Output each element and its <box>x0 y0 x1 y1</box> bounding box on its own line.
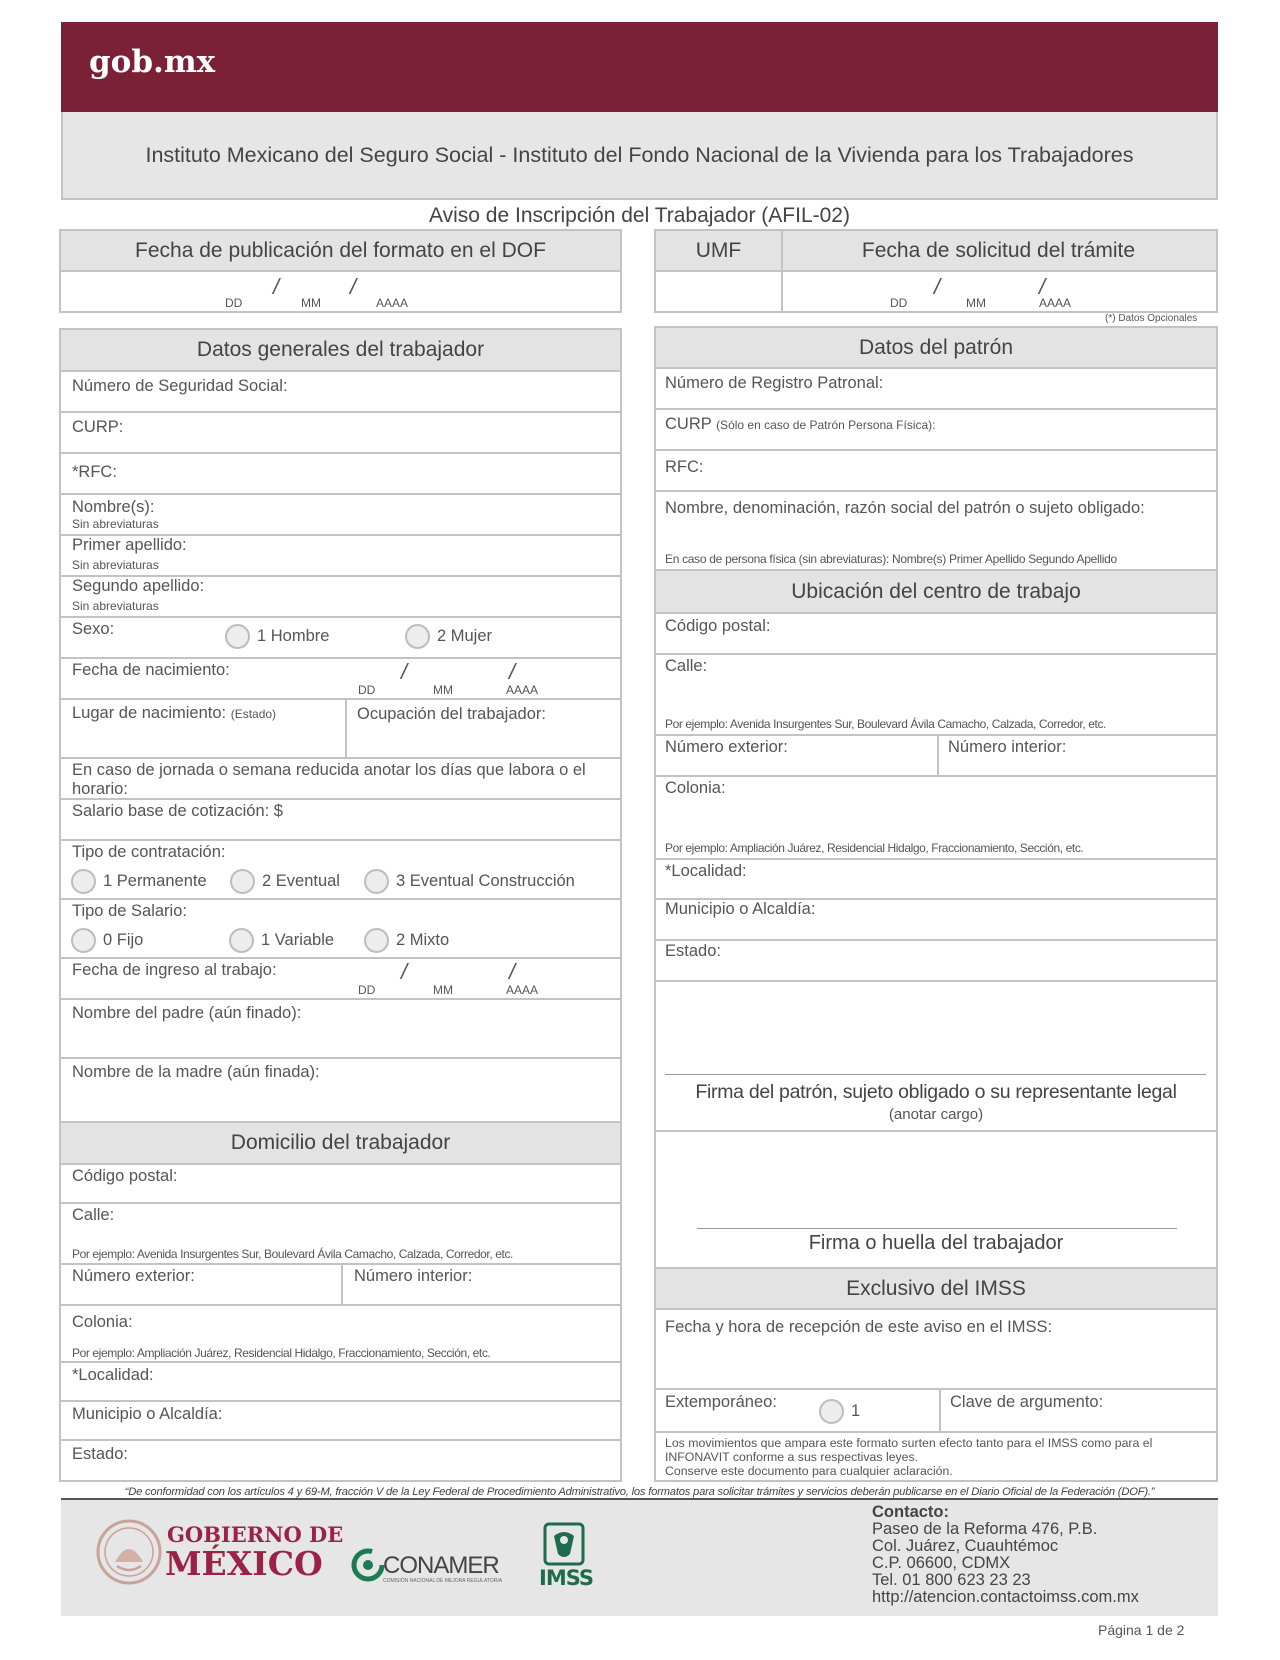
patron-section <box>654 326 1218 571</box>
curp-field[interactable]: CURP: <box>61 413 620 454</box>
dom-localidad-field[interactable]: *Localidad: <box>61 1363 620 1402</box>
trabajador-signature-label: Firma o huella del trabajador <box>808 1232 1064 1254</box>
ubi-cp-field[interactable]: Código postal: <box>656 614 1216 655</box>
imss-header: Exclusivo del IMSS <box>656 1269 1216 1310</box>
nss-field[interactable]: Número de Seguridad Social: <box>61 372 620 413</box>
conamer-subtitle: COMISIÓN NACIONAL DE MEJORA REGULATORIA <box>383 1578 503 1584</box>
ubi-calle-field[interactable]: Calle: Por ejemplo: Avenida Insurgentes Sur, Boulevard Ávila Camacho, Calzada, Corredor, etc. <box>656 655 1216 736</box>
fecha-ingreso-field[interactable]: Fecha de ingreso al trabajo: / / DD MM AAAA <box>61 959 620 1000</box>
page-number: Página 1 de 2 <box>1098 1622 1185 1638</box>
salario-field[interactable]: Salario base de cotización: $ <box>61 800 620 841</box>
salario-fijo-radio[interactable]: 0 Fijo <box>71 928 143 953</box>
ubi-num-int-field[interactable]: Número interior: <box>948 738 1067 756</box>
patron-nombre-field[interactable]: Nombre, denominación, razón social del patrón o sujeto obligado: En caso de persona física (sin abreviaturas): Nombre(s) Primer Apellido Segundo Apellido <box>665 499 1145 566</box>
contratacion-construccion-radio[interactable]: 3 Eventual Construcción <box>364 869 575 894</box>
conamer-logo: CONAMER <box>383 1552 499 1579</box>
extemporaneo-row: Extemporáneo: 1 Clave de argumento: <box>656 1390 1216 1433</box>
nombre-madre-field[interactable]: Nombre de la madre (aún finada): <box>72 1063 320 1081</box>
dom-num-ext-field[interactable]: Número exterior: <box>72 1267 195 1285</box>
solicitud-date-header: Fecha de solicitud del trámite <box>861 238 1136 262</box>
patron-curp-field[interactable]: CURP (Sólo en caso de Patrón Persona Física): <box>656 410 1216 451</box>
trabajador-section <box>59 328 622 1123</box>
gob-banner <box>61 22 1218 112</box>
contact-line: Col. Juárez, Cuauhtémoc <box>872 1537 1059 1555</box>
dof-date-section <box>59 229 622 313</box>
imss-section <box>654 1267 1218 1482</box>
salario-mixto-radio[interactable]: 2 Mixto <box>364 928 449 953</box>
contact-line: C.P. 06600, CDMX <box>872 1554 1011 1572</box>
lugar-ocupacion-row <box>61 700 620 759</box>
radio-circle-icon <box>71 869 96 894</box>
trabajador-signature-field[interactable] <box>654 1132 1218 1269</box>
ubicacion-header: Ubicación del centro de trabajo <box>656 571 1216 614</box>
recepcion-field[interactable]: Fecha y hora de recepción de este aviso en el IMSS: <box>656 1310 1216 1390</box>
gobierno-logo-line2: MÉXICO <box>165 1544 323 1583</box>
dom-colonia-field[interactable]: Colonia: Por ejemplo: Ampliación Juárez, Residencial Hidalgo, Fraccionamiento, Sección, etc. <box>61 1306 620 1363</box>
radio-circle-icon <box>819 1399 844 1424</box>
patron-signature-label: Firma del patrón, sujeto obligado o su representante legal <box>695 1081 1177 1103</box>
segundo-apellido-field[interactable]: Segundo apellido: Sin abreviaturas <box>61 577 620 618</box>
patron-rfc-field[interactable]: RFC: <box>656 451 1216 492</box>
radio-circle-icon <box>364 869 389 894</box>
extemporaneo-radio[interactable]: 1 <box>819 1399 860 1424</box>
optional-note: (*) Datos Opcionales <box>1105 313 1198 324</box>
dof-date-field[interactable]: / / DD MM AAAA <box>225 274 409 310</box>
salario-variable-radio[interactable]: 1 Variable <box>229 928 334 953</box>
jornada-field[interactable]: En caso de jornada o semana reducida anotar los días que labora o el horario: <box>61 759 620 800</box>
ubi-estado-field[interactable]: Estado: <box>656 941 1216 982</box>
radio-circle-icon <box>364 928 389 953</box>
dom-estado-field[interactable]: Estado: <box>72 1445 128 1463</box>
patron-signature-sublabel: (anotar cargo) <box>888 1106 984 1123</box>
footer <box>61 1500 1218 1616</box>
escudo-nacional-icon <box>95 1518 163 1586</box>
ubi-num-row <box>656 736 1216 777</box>
ubi-localidad-field[interactable]: *Localidad: <box>656 860 1216 900</box>
umf-solicitud-section <box>654 229 1218 313</box>
dom-num-int-field[interactable]: Número interior: <box>354 1267 473 1285</box>
contact-line: Paseo de la Reforma 476, P.B. <box>872 1520 1098 1538</box>
radio-circle-icon <box>405 624 430 649</box>
contratacion-eventual-radio[interactable]: 2 Eventual <box>230 869 340 894</box>
lugar-nacimiento-field[interactable]: Lugar de nacimiento: (Estado) <box>72 704 277 722</box>
radio-circle-icon <box>225 624 250 649</box>
solicitud-date-field[interactable]: / / DD MM AAAA <box>890 274 1072 310</box>
gob-mx-logo: gob.mx <box>89 44 216 80</box>
patron-signature-field[interactable] <box>656 982 1216 1130</box>
conamer-swirl-icon <box>351 1548 385 1582</box>
umf-header: UMF <box>695 238 742 262</box>
contact-title: Contacto: <box>872 1503 949 1521</box>
clave-argumento-field[interactable]: Clave de argumento: <box>950 1393 1104 1411</box>
patron-header: Datos del patrón <box>656 328 1216 369</box>
registro-patronal-field[interactable]: Número de Registro Patronal: <box>656 369 1216 410</box>
rfc-field[interactable]: *RFC: <box>61 454 620 495</box>
radio-circle-icon <box>71 928 96 953</box>
sexo-hombre-radio[interactable]: 1 Hombre <box>225 624 329 649</box>
trabajador-header: Datos generales del trabajador <box>61 330 620 372</box>
ubi-municipio-field[interactable]: Municipio o Alcaldía: <box>656 900 1216 941</box>
ubi-num-ext-field[interactable]: Número exterior: <box>665 738 788 756</box>
contact-block <box>872 1504 1139 1606</box>
ubi-colonia-field[interactable]: Colonia: Por ejemplo: Ampliación Juárez, Residencial Hidalgo, Fraccionamiento, Sección, etc. <box>656 777 1216 860</box>
ubicacion-section <box>654 569 1218 1132</box>
gobierno-logo-line1: GOBIERNO DE <box>167 1522 344 1547</box>
radio-circle-icon <box>230 869 255 894</box>
legal-note: “De conformidad con los artículos 4 y 69-M, fracción V de la Ley Federal de Procedimiento Administrativo, los formatos para solicitar trámites y servicios deberán publicarse en el Diario Oficial de la Federación (DOF).” <box>124 1486 1155 1498</box>
contratacion-permanente-radio[interactable]: 1 Permanente <box>71 869 207 894</box>
imss-logo: IMSS <box>539 1566 594 1590</box>
domicilio-header: Domicilio del trabajador <box>61 1123 620 1165</box>
dom-num-row <box>61 1265 620 1306</box>
nombre-padre-field[interactable]: Nombre del padre (aún finado): <box>61 1000 620 1059</box>
primer-apellido-field[interactable]: Primer apellido: Sin abreviaturas <box>61 536 620 577</box>
sexo-field: Sexo: 1 Hombre 2 Mujer <box>61 618 620 659</box>
tipo-contratacion-field: Tipo de contratación: 1 Permanente 2 Eventual 3 Eventual Construcción <box>61 841 620 900</box>
dom-cp-field[interactable]: Código postal: <box>61 1165 620 1204</box>
dom-municipio-field[interactable]: Municipio o Alcaldía: <box>61 1402 620 1441</box>
dom-calle-field[interactable]: Calle: Por ejemplo: Avenida Insurgentes Sur, Boulevard Ávila Camacho, Calzada, Corredor, etc. <box>61 1204 620 1265</box>
radio-circle-icon <box>229 928 254 953</box>
ocupacion-field[interactable]: Ocupación del trabajador: <box>357 705 546 723</box>
dof-date-header: Fecha de publicación del formato en el DOF <box>61 231 620 272</box>
sexo-mujer-radio[interactable]: 2 Mujer <box>405 624 492 649</box>
contact-line: Tel. 01 800 623 23 23 <box>872 1571 1031 1589</box>
imss-eagle-icon <box>542 1522 586 1566</box>
institution-banner: Instituto Mexicano del Seguro Social - Instituto del Fondo Nacional de la Vivienda para los Trabajadores <box>61 112 1218 200</box>
form-title: Aviso de Inscripción del Trabajador (AFIL-02) <box>429 204 850 227</box>
nombre-field[interactable]: Nombre(s): Sin abreviaturas <box>61 495 620 536</box>
fecha-nacimiento-field[interactable]: Fecha de nacimiento: / / DD MM AAAA <box>61 659 620 700</box>
imss-note: Los movimientos que ampara este formato surten efecto tanto para el IMSS como para el INFONAVIT conforme a sus respectivas leyes. Conserve este documento para cualquier aclaración. <box>665 1436 1153 1478</box>
tipo-salario-field: Tipo de Salario: 0 Fijo 1 Variable 2 Mixto <box>61 900 620 959</box>
domicilio-section <box>59 1121 622 1482</box>
contact-url[interactable]: http://atencion.contactoimss.com.mx <box>872 1588 1139 1606</box>
